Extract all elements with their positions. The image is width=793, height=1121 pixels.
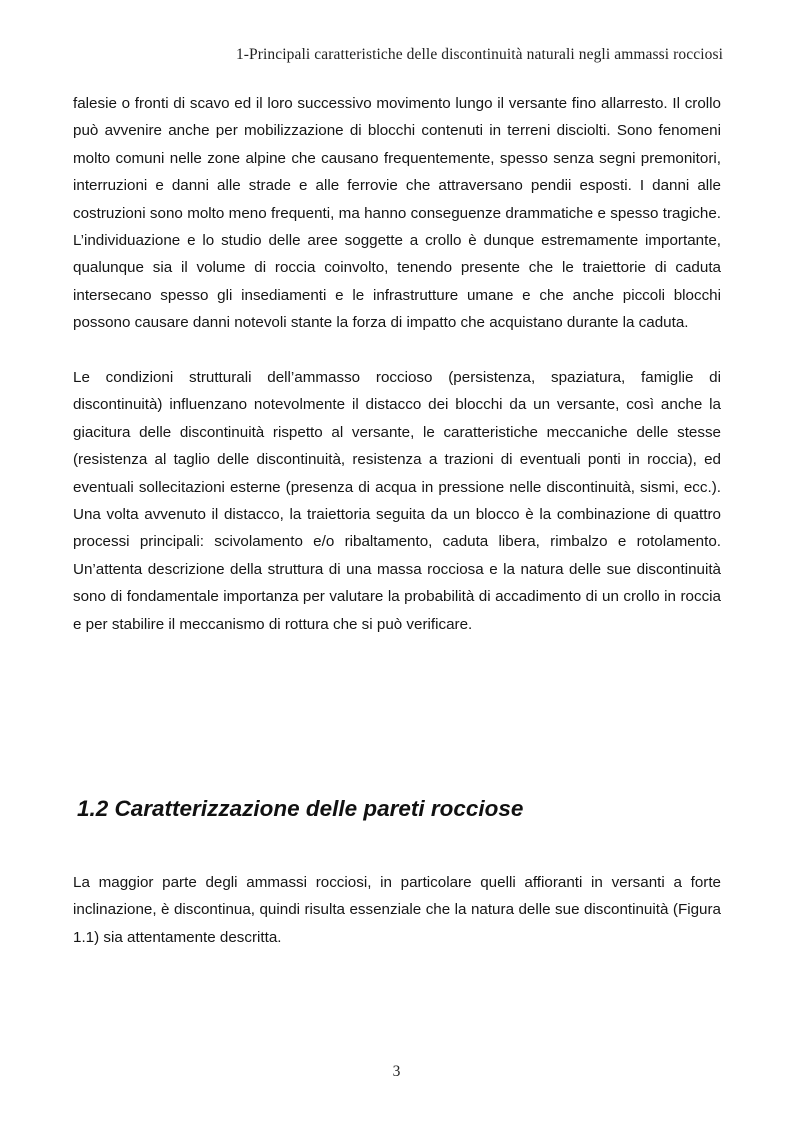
paragraph-crollo-description: falesie o fronti di scavo ed il loro successivo movimento lungo il versante fino allarresto. Il crollo può avvenire anche per mobilizzazione di blocchi contenuti in terreni disciolti. Sono fenomeni molto comuni nelle zone alpine che causano frequentemente, spesso senza segni premonitori, interruzioni e danni alle strade e alle ferrovie che attraversano pendii esposti. I danni alle costruzioni sono molto meno frequenti, ma hanno conseguenze drammatiche e spesso tragiche. L’individuazione e lo studio delle aree soggette a crollo è dunque estremamente importante, qualunque sia il volume di roccia coinvolto, tenendo presente che le traiettorie di caduta intersecano spesso gli insediamenti e le infrastrutture umane e che anche piccoli blocchi possono causare danni notevoli stante la forza di impatto che acquistano durante la caduta. <box>73 95 721 332</box>
section-heading: 1.2 Caratterizzazione delle pareti rocciose <box>77 796 524 821</box>
paragraph-structural-conditions: Le condizioni strutturali dell’ammasso roccioso (persistenza, spaziatura, famiglie di discontinuità) influenzano notevolmente il distacco dei blocchi da un versante, così anche la giacitura delle discontinuità rispetto al versante, le caratteristiche meccaniche delle stesse (resistenza al taglio delle discontinuità, resistenza a trazioni di eventuali ponti in roccia), ed eventuali sollecitazioni esterne (presenza di acqua in pressione nelle discontinuità, sismi, ecc.). Una volta avvenuto il distacco, la traiettoria seguita da un blocco è la combinazione di quattro processi principali: scivolamento e/o ribaltamento, caduta libera, rimbalzo e rotolamento. Un’attenta descrizione della struttura di una massa rocciosa e la natura delle sue discontinuità sono di fondamentale importanza per valutare la probabilità di accadimento di un crollo in roccia e per stabilire il meccanismo di rottura che si può verificare. <box>73 369 721 633</box>
page-number: 3 <box>392 1063 401 1080</box>
running-header: 1-Principali caratteristiche delle discontinuità naturali negli ammassi rocciosi <box>235 46 723 63</box>
paragraph-rock-mass-discontinuity: La maggior parte degli ammassi rocciosi, in particolare quelli affioranti in versanti a forte inclinazione, è discontinua, quindi risulta essenziale che la natura delle sue discontinuità (Figura 1.1) sia attentamente descritta. <box>73 874 721 946</box>
